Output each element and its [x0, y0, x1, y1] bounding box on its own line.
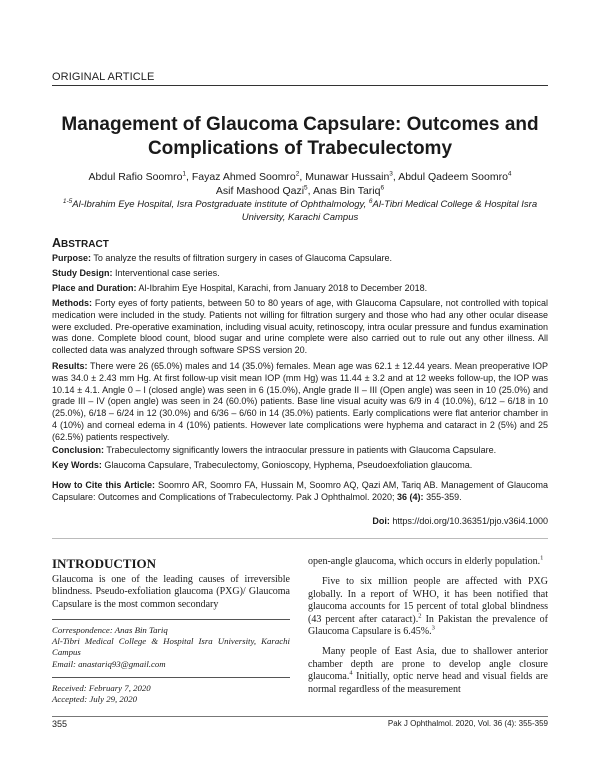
results-text: There were 26 (65.0%) males and 14 (35.0%) females. Mean age was 62.1 ± 12.44 years. Mean preoperative IOP was 34.0 ± 2.43 mm Hg. At first follow-up visit mean IOP (mm Hg) was 11.44 ± 3.2 and at 12 weeks follow-up, the IOP was 10.14 ± 4.1. Angle 0 – I (closed angle) was seen in 6 (15.0%), Angle grade II – III (Open angle) was seen in 10 (25.0%) and grade III – IV (open angle) was seen in 24 (60.0%) patients. Base line visual acuity was 6/9 in 4 (10.0%), 6/12 – 6/18 in 10 (25.0%), 6/18 – 6/24 in 12 (30.0%) and 6/36 – 6/60 in 14 (35.0%) patients. Early complications were flat anterior chamber in 4 (10%) and corneal edema in 4 (10%) patients. However late complications were hyphema and cataract in 2 (5%) and 25 (62.5%) patients respectively.	[52, 361, 548, 442]
received-date: Received: February 7, 2020	[52, 683, 151, 693]
author-name: Munawar Hussain	[305, 171, 390, 183]
author-name: Abdul Qadeem Soomro	[398, 171, 508, 183]
paragraph-text: Initially, optic nerve head and visual fields are normal regardless of the measurement	[308, 671, 548, 695]
affiliation-superscript: 6	[368, 197, 373, 205]
author-superscript: 3	[389, 170, 393, 178]
author-superscript: 1	[182, 170, 187, 178]
introduction-heading: INTRODUCTION	[52, 556, 157, 571]
conclusion-label: Conclusion:	[52, 445, 104, 455]
author-superscript: 2	[295, 170, 300, 178]
paragraph-text: In Pakistan the prevalence of Glaucoma Capsulare is 6.45%.	[308, 613, 548, 638]
paragraph-text: open-angle glaucoma, which occurs in elderly population.	[308, 556, 541, 567]
section-divider	[52, 85, 548, 86]
abstract-place	[52, 283, 548, 295]
citation-block	[52, 480, 548, 504]
reference-superscript: 4	[349, 669, 353, 677]
methods-label: Methods:	[52, 298, 92, 308]
abstract-purpose	[52, 253, 548, 265]
conclusion-text: Trabeculectomy significantly lowers the intraocular pressure in patients with Glaucoma Capsulare.	[106, 445, 497, 455]
abstract-heading	[52, 236, 109, 250]
correspondence-name: Correspondence: Anas Bin Tariq	[52, 625, 168, 635]
abstract-results	[52, 361, 548, 444]
abstract-methods	[52, 298, 548, 357]
author-superscript: 4	[507, 170, 512, 178]
accepted-date: Accepted: July 29, 2020	[52, 694, 138, 705]
abstract-heading-rest: BSTRACT	[61, 239, 109, 250]
affiliation-text: Al-Tibri Medical College & Hospital Isra University, Karachi Campus	[241, 199, 538, 223]
reference-superscript: 1	[540, 554, 544, 562]
reference-superscript: 2	[418, 612, 422, 620]
paragraph-text: Five to six million people are affected with PXG globally. In a report of WHO, it has been notified that glaucoma accounts for 15 percent of total global blindness (43 percent after cataract).	[308, 576, 548, 625]
paragraph	[308, 646, 548, 696]
purpose-text: To analyze the results of filtration surgery in cases of Glaucoma Capsulare.	[93, 253, 393, 263]
author-name: Abdul Rafio Soomro	[88, 171, 183, 183]
doi-line	[372, 516, 548, 526]
section-label: ORIGINAL ARTICLE	[52, 71, 155, 83]
page-number: 355	[52, 719, 68, 729]
citation-volume: 36 (4):	[397, 491, 424, 502]
place-text: Al-Ibrahim Eye Hospital, Karachi, from January 2018 to December 2018.	[138, 283, 428, 293]
author-name: Asif Mashood Qazi	[215, 185, 305, 197]
title-line-2: Complications of Trabeculectomy	[147, 138, 453, 159]
abstract-keywords	[52, 460, 548, 472]
citation-pages: 355-359.	[426, 491, 462, 502]
introduction-text: Glaucoma is one of the leading causes of irreversible blindness. Pseudo-exfoliation glaucoma (PXG)/ Glaucoma Capsulare is the most common secondary	[52, 574, 290, 610]
footer-divider	[52, 716, 548, 717]
design-label: Study Design:	[52, 268, 113, 278]
affiliation-superscript: 1-5	[62, 197, 73, 205]
keywords-label: Key Words:	[52, 460, 102, 470]
doi-label: Doi:	[372, 516, 390, 526]
journal-reference: Pak J Ophthalmol. 2020, Vol. 36 (4): 355-359	[387, 719, 548, 728]
reference-superscript: 3	[431, 624, 435, 632]
citation-label: How to Cite this Article:	[52, 480, 156, 490]
paragraph	[308, 556, 548, 568]
paragraph-text: Many people of East Asia, due to shallower anterior chamber depth are prone to develop angle closure glaucoma.	[308, 646, 548, 683]
paragraph	[308, 576, 548, 638]
correspondence-divider	[52, 619, 290, 620]
abstract-design	[52, 268, 548, 280]
dates-divider	[52, 677, 290, 678]
place-label: Place and Duration:	[52, 283, 137, 293]
methods-text: Forty eyes of forty patients, between 50 to 80 years of age, with Glaucoma Capsulare, not controlled with topical medication were included in the study. Patients not willing for filtration surgery and those who had any other ocular disease were excluded. Pre-operative examination, including visual acuity, retinoscopy, intra ocular pressure and fundus examination was done. Complete blood count, blood sugar and urine complete were also carried out to rule out any other illness. All collected data was analyzed through software SPSS version 20.	[52, 298, 548, 356]
affiliation-text: Al-Ibrahim Eye Hospital, Isra Postgraduate institute of Ophthalmology,	[72, 199, 369, 210]
affiliation	[52, 198, 548, 224]
article-title	[52, 113, 548, 161]
author-superscript: 6	[380, 184, 385, 192]
author-name: Fayaz Ahmed Soomro	[191, 171, 296, 183]
right-column-text	[308, 556, 548, 704]
doi-link[interactable]: https://doi.org/10.36351/pjo.v36i4.1000	[392, 516, 548, 526]
title-line-1: Management of Glaucoma Capsulare: Outcomes and	[61, 114, 539, 135]
correspondence-email[interactable]: Email: anastariq93@gmail.com	[52, 658, 166, 669]
keywords-text: Glaucoma Capsulare, Trabeculectomy, Gonioscopy, Hyphema, Pseudoexfoliation glaucoma.	[104, 460, 473, 470]
abstract-divider	[52, 538, 548, 539]
abstract-heading-initial: A	[52, 236, 62, 250]
purpose-label: Purpose:	[52, 253, 92, 263]
correspondence-block	[52, 625, 290, 670]
dates-block	[52, 683, 290, 705]
results-label: Results:	[52, 361, 88, 371]
author-name: Anas Bin Tariq	[312, 185, 381, 197]
correspondence-institution: Al-Tibri Medical College & Hospital Isra University, Karachi Campus	[52, 636, 290, 658]
design-text: Interventional case series.	[115, 268, 220, 278]
author-list: Abdul Rafio Soomro$^1$, Fayaz Ahmed Soomro$^2$, Munawar Hussain$^3$, Abdul Qadeem Soomro$^4$ Asif Mashood Qazi$^5$, Anas Bin Tariq$^6$	[88, 170, 512, 197]
citation-text: Soomro AR, Soomro FA, Hussain M, Soomro AQ, Qazi AM, Tariq AB. Management of Glaucoma Capsulare: Outcomes and Complications of Trabeculectomy. Pak J Ophthalmol. 2020;	[52, 480, 548, 502]
author-superscript: 5	[304, 184, 308, 192]
abstract-conclusion	[52, 445, 548, 457]
